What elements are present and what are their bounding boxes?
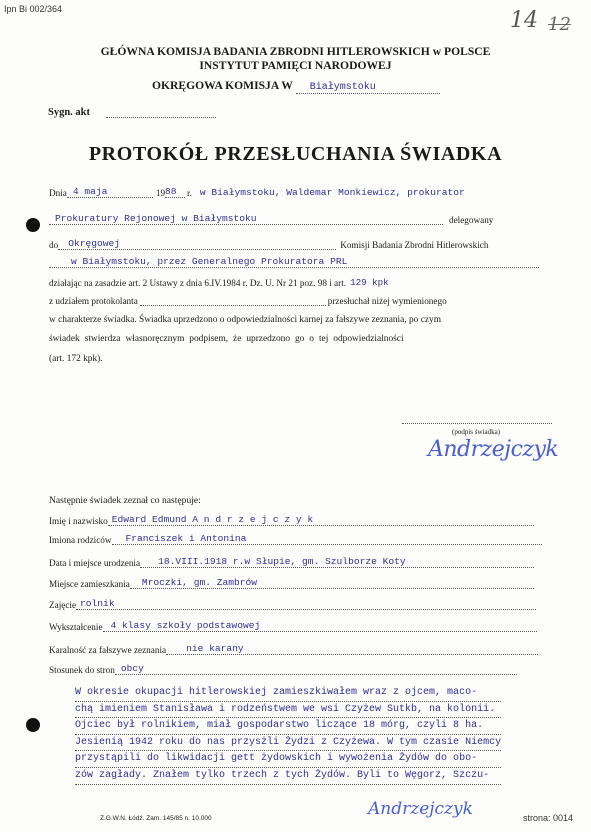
field-parents-value: Franciszek i Antonina	[112, 533, 542, 545]
field-education: Wykształcenie 4 klasy szkoły podstawowej	[49, 620, 549, 632]
intro-line-9: (art. 172 kpk).	[49, 354, 103, 364]
field-perjury: Karalność za fałszywe zeznania nie karany	[49, 643, 549, 655]
date-day-month: 4 maja	[67, 186, 153, 198]
place-prosecutor: w Białymstoku, Waldemar Monkiewicz, prokurator	[199, 187, 465, 198]
header-line-2: INSTYTUT PAMIĘCI NARODOWEJ	[199, 59, 392, 72]
testimony-line: zów zagłady. Znałem tylko trzech z tych Żydów. Byli to Węgorz, Szczu-	[75, 768, 501, 785]
signature-line	[402, 423, 552, 424]
handwritten-page-number: 14	[510, 8, 538, 33]
intro-line-1: Dnia 4 maja 19 88 r. w Białymstoku, Waldemar Monkiewicz, prokurator	[49, 186, 465, 198]
legal-basis-article: 129 kpk	[350, 277, 389, 288]
field-occupation: Zajęcie rolnik	[49, 598, 549, 610]
field-perjury-value: nie karany	[166, 643, 538, 655]
testimony-line: chą imieniem Stanisława i rodzeństwem we wsi Czyżew Sutkb, na kolonii.	[75, 702, 501, 719]
field-residence-value: Mroczki, gm. Zambrów	[130, 577, 534, 589]
testimony-body	[75, 685, 501, 785]
field-name-value: Edward Edmund A n d r z e j c z y k	[108, 514, 534, 526]
field-residence: Miejsce zamieszkania Mroczki, gm. Zambrów	[49, 577, 549, 589]
intro-line-4	[49, 256, 539, 268]
archive-reference: Ipn Bi 002/364	[4, 4, 63, 14]
field-birth: Data i miejsce urodzenia 18.VIII.1918 r.w Słupie, gm. Szulborze Koty	[49, 556, 549, 568]
field-occupation-value: rolnik	[76, 598, 536, 610]
intro-line-8: świadek stwierdza własnoręcznym podpisem, że uprzedzono go o tej odpowiedzialności	[49, 334, 404, 344]
field-name: Imię i nazwisko Edward Edmund A n d r z e j c z y k	[49, 514, 549, 526]
footer-signature: Andrzejczyk	[368, 799, 473, 819]
intro-line-2: Prokuratury Rejonowej w Białymstoku delegowany	[49, 213, 539, 225]
footer-page-number: strona: 0014	[523, 813, 574, 823]
fields-intro: Następnie świadek zeznał co następuje:	[49, 495, 201, 506]
handwritten-page-number-2: 12	[548, 14, 571, 35]
delegated-to: Okręgowej	[58, 238, 336, 250]
witness-signature: Andrzejczyk	[428, 437, 559, 462]
intro-line-3: do Okręgowej Komisji Badania Zbrodni Hitlerowskich	[49, 238, 489, 250]
intro-line-7: w charakterze świadka. Świadka uprzedzono o odpowiedzialności karnej za fałszywe zeznania, po czym	[49, 315, 442, 325]
testimony-line: W okresie okupacji hitlerowskiej zamieszkiwałem wraz z ojcem, maco-	[75, 685, 501, 702]
field-education-value: 4 klasy szkoły podstawowej	[103, 620, 537, 632]
document-title: PROTOKÓŁ PRZESŁUCHANIA ŚWIADKA	[88, 143, 503, 165]
footer-print-info: Z.G.W.N. Łódź. Zam. 145/85 n. 10.000	[100, 815, 212, 822]
clerk-line	[140, 305, 326, 306]
punch-hole-bottom	[26, 718, 40, 732]
intro-line-5: działając na zasadzie art. 2 Ustawy z dnia 6.IV.1984 r. Dz. U. Nr 21 poz. 98 i art. 129 kpk	[49, 277, 389, 288]
header-line-1: GŁÓWNA KOMISJA BADANIA ZBRODNI HITLEROWSKICH w POLSCE	[100, 45, 491, 58]
testimony-line: przystąpili do likwidacji gett żydowskich i wywożenia Żydów do obo-	[75, 751, 501, 768]
prosecutor-office: Prokuratury Rejonowej w Białymstoku	[49, 213, 443, 225]
punch-hole-top	[26, 218, 40, 232]
header-line-3	[152, 79, 440, 94]
delegated-by: w Białymstoku, przez Generalnego Prokuratora PRL	[49, 256, 539, 268]
signature-label: (podpis świadka)	[452, 428, 501, 436]
sygn-label: Sygn. akt	[48, 107, 91, 118]
testimony-line: Ojciec był rolnikiem, miał gospodarstwo liczące 18 mórg, czyli 8 ha.	[75, 718, 501, 735]
sygn-line	[106, 117, 216, 118]
header-commission-label: OKRĘGOWA KOMISJA W	[152, 79, 293, 92]
testimony-line: Jesienią 1942 roku do nas przysżli Żydzi z Czyżewa. W tym czasie Niemcy	[75, 735, 501, 752]
field-relation-value: obcy	[115, 663, 517, 675]
field-birth-value: 18.VIII.1918 r.w Słupie, gm. Szulborze Koty	[140, 556, 534, 568]
intro-line-6: z udziałem protokolanta przesłuchał niżej wymienionego	[49, 296, 447, 306]
field-relation: Stosunek do stron obcy	[49, 663, 549, 675]
field-parents: Imiona rodziców Franciszek i Antonina	[49, 533, 549, 545]
header-commission-city: Białymstoku	[296, 82, 440, 94]
date-year: 88	[165, 186, 185, 198]
